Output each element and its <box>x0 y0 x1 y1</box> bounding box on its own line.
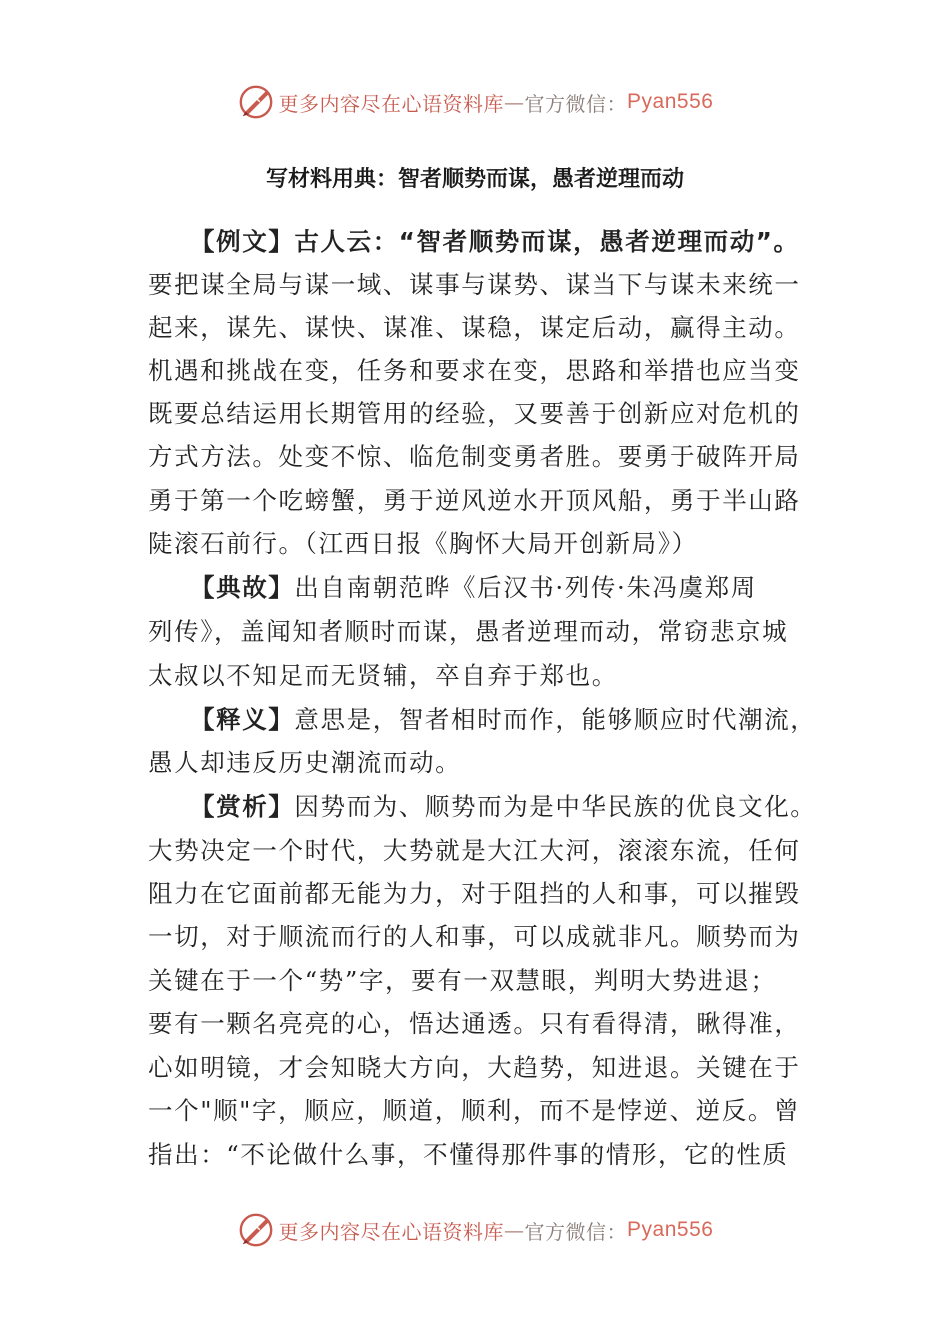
appreciation-line-3: 阻力在它面前都无能为力，对于阻挡的人和事，可以摧毁 <box>148 879 801 908</box>
example-line-3: 起来，谋先、谋快、谋准、谋稳，谋定后动，赢得主动。 <box>148 313 801 342</box>
appreciation-line-8: 一个"顺"字，顺应，顺道，顺利，而不是悖逆、逆反。曾 <box>148 1096 801 1125</box>
source-line-3: 太叔以不知足而无贤辅，卒自弃于郑也。 <box>148 661 618 690</box>
document-title: 写材料用典：智者顺势而谋，愚者逆理而动 <box>265 167 684 192</box>
banner-main-text: 更多内容尽在心语资料库 <box>278 91 505 116</box>
appreciation-tag: 【赏析】 <box>190 792 295 821</box>
meaning-tag: 【释义】 <box>190 705 295 734</box>
footer-banner <box>0 1207 950 1253</box>
banner-wechat-id: Pyan556 <box>627 90 714 113</box>
banner-dash: — <box>504 1218 525 1242</box>
banner-dash: — <box>504 90 525 114</box>
example-line-2: 要把谋全局与谋一域、谋事与谋势、谋当下与谋未来统一 <box>148 270 801 299</box>
banner-wechat-id: Pyan556 <box>627 1218 714 1241</box>
source-line-2: 列传》，盖闻知者顺时而谋，愚者逆理而动，常窃悲京城 <box>148 617 789 646</box>
banner-wechat-label: 官方微信： <box>524 1219 628 1244</box>
example-tag: 【例文】 <box>190 227 295 256</box>
banner-wechat-label: 官方微信： <box>524 91 628 116</box>
appreciation-line-6: 要有一颗名亮亮的心，悟达通透。只有看得清，瞅得准， <box>148 1009 801 1038</box>
banner-main-text: 更多内容尽在心语资料库 <box>278 1219 505 1244</box>
meaning-line-1: 【释义】意思是，智者相时而作，能够顺应时代潮流， <box>190 705 817 734</box>
pen-logo-icon <box>237 83 275 121</box>
example-line-8: 陡滚石前行。（江西日报《胸怀大局开创新局》） <box>148 529 698 558</box>
source-line-1: 【典故】出自南朝范晔《后汉书·列传·朱冯虞郑周 <box>190 573 757 602</box>
appreciation-line-4: 一切，对于顺流而行的人和事，可以成就非凡。顺势而为 <box>148 922 801 951</box>
source-tag: 【典故】 <box>190 573 295 602</box>
pen-logo-icon <box>237 1211 275 1249</box>
example-line-7: 勇于第一个吃螃蟹，勇于逆风逆水开顶风船，勇于半山路 <box>148 486 801 515</box>
example-line-1: 【例文】古人云：“智者顺势而谋，愚者逆理而动”。 <box>190 227 800 256</box>
meaning-line-2: 愚人却违反历史潮流而动。 <box>148 748 462 777</box>
appreciation-line-2: 大势决定一个时代，大势就是大江大河，滚滚东流，任何 <box>148 836 801 865</box>
example-line-4: 机遇和挑战在变，任务和要求在变，思路和举措也应当变 <box>148 356 801 385</box>
appreciation-line-7: 心如明镜，才会知晓大方向，大趋势，知进退。关键在于 <box>148 1053 801 1082</box>
header-banner <box>0 79 950 125</box>
appreciation-line-1: 【赏析】因势而为、顺势而为是中华民族的优良文化。 <box>190 792 817 821</box>
example-line-6: 方式方法。处变不惊、临危制变勇者胜。要勇于破阵开局 <box>148 442 801 471</box>
appreciation-line-9: 指出：“不论做什么事，不懂得那件事的情形，它的性质 <box>148 1140 789 1169</box>
appreciation-line-5: 关键在于一个“势”字，要有一双慧眼，判明大势进退； <box>148 966 777 995</box>
example-line-5: 既要总结运用长期管用的经验，又要善于创新应对危机的 <box>148 399 801 428</box>
